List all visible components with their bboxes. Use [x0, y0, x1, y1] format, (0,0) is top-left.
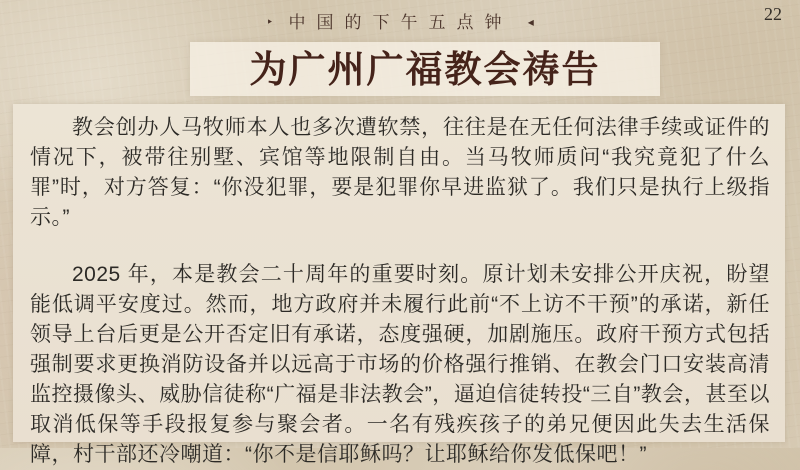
- title-band: [190, 42, 660, 96]
- slide-title: 为广州广福教会祷告: [249, 48, 601, 90]
- page-number: 22: [764, 4, 782, 24]
- header-right-arrow-icon: ◂: [527, 15, 534, 29]
- header-title: 中国的下午五点钟: [288, 13, 513, 32]
- slide-header: [0, 8, 800, 33]
- paragraph-church-founder: 教会创办人马牧师本人也多次遭软禁，往往是在无任何法律手续或证件的情况下，被带往别墅、宾馆等地限制自由。当马牧师质问“我究竟犯了什么罪”时，对方答复：“你没犯罪，要是犯罪你早进监狱了。我们只是执行上级指示。”: [30, 116, 770, 229]
- header-left-arrow-icon: ‣: [266, 15, 274, 29]
- content-panel: [13, 104, 785, 466]
- paragraph-2025-anniversary: 2025 年，本是教会二十周年的重要时刻。原计划未安排公开庆祝，盼望能低调平安度过。然而，地方政府并未履行此前“不上访不干预”的承诺，新任领导上台后更是公开否定旧有承诺，态度强硬，加剧施压。政府干预方式包括强制要求更换消防设备并以远高于市场的价格强行推销、在教会门口安装高清监控摄像头、威胁信徒称“广福是非法教会”，逼迫信徒转投“三自”教会，甚至以取消低保等手段报复参与聚会者。一名有残疾孩子的弟兄便因此失去生活保障，村干部还冷嘲道：“你不是信耶稣吗？让耶稣给你发低保吧！”: [30, 263, 770, 466]
